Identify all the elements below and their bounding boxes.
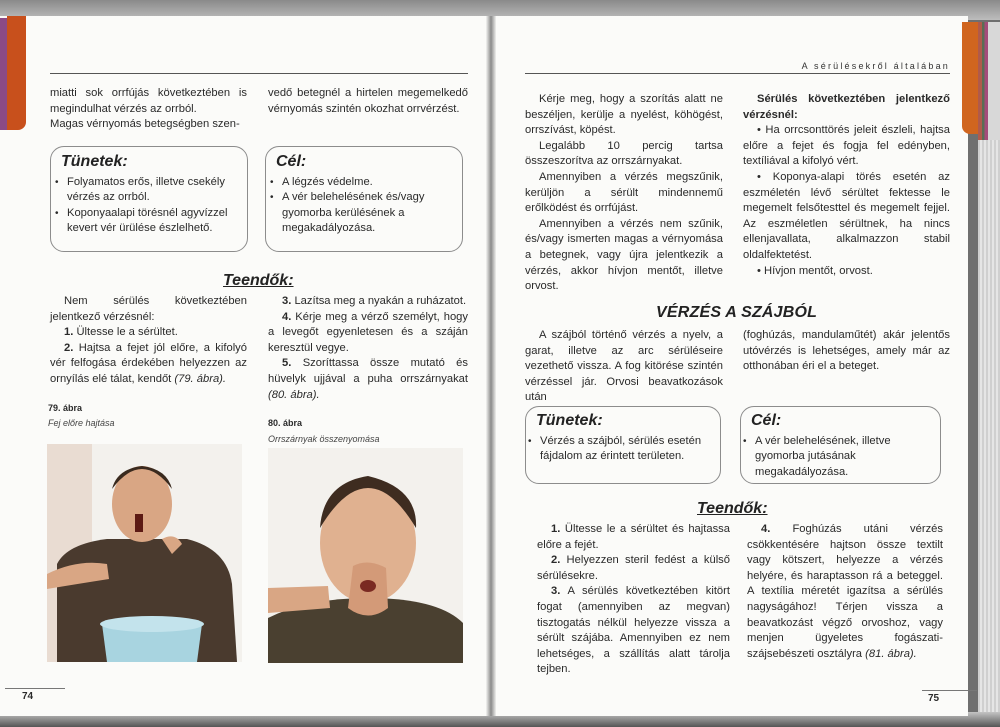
mouth-steps-col2 bbox=[747, 522, 943, 662]
tasks-heading: Teendők: bbox=[223, 272, 294, 289]
right-col2 bbox=[743, 92, 950, 279]
bullet-item bbox=[743, 264, 950, 280]
bullet-text: Hívjon mentőt, orvost. bbox=[764, 264, 873, 277]
tasks-heading: Teendők: bbox=[697, 500, 768, 517]
step-text: Foghúzás utáni vérzés csökkentésére hajtson össze textilt vagy kötszert, helyezze a vérzés helyére, és haraptasson rá a beteggel. A textília méretét igazítsa a sérülés nagyságához! Térjen vissza a beavatkozást végző orvoshoz, vagy menjen ügyeletes fogászati-szájsebészeti osztályra bbox=[747, 523, 943, 660]
figure-reference: (80. ábra). bbox=[268, 388, 320, 401]
bullet-icon: • bbox=[757, 170, 773, 183]
step-number: 3. bbox=[551, 585, 561, 598]
paragraph: Amennyiben a vérzés megszűnik, kerüljön a sérült mindennemű erőlködést és orrfújást. bbox=[525, 170, 723, 215]
page-number-right: 75 bbox=[928, 693, 940, 704]
goal-item: • A vér belehelésének, illetve gyomorba jutásának megakadályozása. bbox=[743, 434, 940, 480]
bullet-icon: • bbox=[757, 124, 766, 137]
paragraph: A szájból történő vérzés a nyelv, a garat, illetve az arc sérüléseire vezethető vissza. A fog kitörése szintén vérzéssel jár. Orvosi beavatkozások után bbox=[525, 329, 723, 404]
figure-79-photo bbox=[47, 444, 242, 662]
page-number-rule-left bbox=[5, 688, 65, 689]
symptoms-title: Tünetek: bbox=[536, 412, 603, 429]
book-gutter bbox=[486, 16, 496, 716]
step-item bbox=[537, 584, 730, 678]
step-text: Kérje meg a vérző személyt, hogy a levegőt egyenletesen és a száján keresztül vegye. bbox=[268, 310, 468, 354]
steps-col2 bbox=[268, 294, 468, 403]
page-edges bbox=[978, 140, 1000, 712]
page-number-rule-right bbox=[922, 690, 977, 691]
paragraph: Amennyiben a vérzés nem szűnik, és/vagy ismerten magas a vérnyomása a betegnek, vagy újra jelentkezik a vérzés, akkor hívjon mentőt, illetve orvost. bbox=[525, 217, 723, 293]
step-number: 4. bbox=[761, 523, 771, 535]
bullet-item bbox=[743, 123, 950, 170]
bullet-text: Koponya-alapi törés esetén az eszméletén lévő sérültet fektesse le megemelt felsőtesttel és megemelt fejjel. Az eszméletlen sérültnek, ha nincs ellenjavallata, alkalmazzon stabil oldalfektetést. bbox=[743, 170, 950, 261]
intro-text: miatti sok orrfújás következtében is megindulhat vérzés az orrból. bbox=[50, 87, 247, 115]
symptom-item: • Vérzés a szájból, sérülés esetén fájdalom az érintett területen. bbox=[528, 434, 720, 465]
intro-col2 bbox=[268, 86, 468, 117]
injury-bleeding-heading: Sérülés következtében jelentkező vérzésnél: bbox=[743, 93, 950, 121]
paragraph: Kérje meg, hogy a szorítás alatt ne beszéljen, kerülje a nyelést, köhögést, orrszívást, köpést. bbox=[525, 93, 723, 137]
figure-79-caption: Fej előre hajtása bbox=[48, 418, 115, 428]
goal-box bbox=[265, 146, 463, 252]
step-text: Hajtsa a fejet jól előre, a kifolyó vér felfogása érdekében helyezzen az ornyílás elé tálat, kendőt bbox=[50, 341, 247, 385]
step-number: 3. bbox=[282, 295, 292, 307]
step-text: Ültesse le a sérültet és hajtassa előre a fejét. bbox=[537, 523, 730, 551]
step-item bbox=[50, 325, 247, 341]
figure-reference: (81. ábra). bbox=[865, 647, 917, 660]
photo-nose-pinch-illustration bbox=[268, 448, 463, 663]
photo-head-forward-illustration bbox=[47, 444, 242, 662]
steps-intro: Nem sérülés következtében jelentkező vérzésnél: bbox=[50, 295, 247, 323]
thumb-tab-orange-left bbox=[7, 16, 26, 130]
mouth-goal-box bbox=[740, 406, 941, 484]
intro-text: vedő betegnél a hirtelen megemelkedő vérnyomás szintén okozhat orrvérzést. bbox=[268, 87, 468, 115]
thumb-tab-orange-right bbox=[962, 22, 978, 134]
running-head: A sérülésekről általában bbox=[801, 61, 950, 71]
figure-80-caption: Orrszárnyak összenyomása bbox=[268, 434, 380, 444]
step-item bbox=[537, 522, 730, 553]
step-number: 1. bbox=[64, 326, 74, 339]
goal-item: • A vér belehelésének és/vagy gyomorba kerülésének a megakadályozása. bbox=[270, 190, 462, 236]
paragraph: (foghúzás, mandulaműtét) akár jelentős utóvérzés is lehetséges, amely már az otthonában éri el a beteget. bbox=[743, 329, 950, 373]
header-rule-right bbox=[525, 73, 950, 74]
step-text: Lazítsa meg a nyakán a ruházatot. bbox=[291, 295, 467, 307]
section-title: VÉRZÉS A SZÁJBÓL bbox=[656, 304, 818, 321]
step-text: Szoríttassa össze mutató és hüvelyk ujjával a puha orrszárnyakat bbox=[268, 357, 468, 385]
step-item bbox=[537, 553, 730, 584]
step-text: Ültesse le a sérültet. bbox=[73, 326, 178, 339]
step-number: 2. bbox=[64, 341, 74, 354]
step-number: 1. bbox=[551, 523, 561, 535]
goal-title: Cél: bbox=[276, 153, 307, 170]
section-col2 bbox=[743, 328, 950, 375]
symptoms-title: Tünetek: bbox=[61, 153, 128, 170]
figure-80-label: 80. ábra bbox=[268, 418, 303, 428]
header-rule-left bbox=[50, 73, 468, 74]
symptoms-box bbox=[50, 146, 248, 252]
paragraph: Legalább 10 percig tartsa összeszorítva az orrszárnyakat. bbox=[525, 139, 723, 168]
bullet-text: Ha orrcsonttörés jeleit észleli, hajtsa előre a fejet és fogja fel edényben, textíliával a kifolyó vért. bbox=[743, 124, 950, 168]
goal-title: Cél: bbox=[751, 412, 782, 429]
step-item bbox=[268, 294, 468, 310]
symptom-item: • Folyamatos erős, illetve csekély vérzés az orrból. bbox=[55, 175, 247, 206]
page-number-left: 74 bbox=[22, 691, 34, 702]
figure-79-label: 79. ábra bbox=[48, 403, 83, 413]
step-item bbox=[268, 356, 468, 403]
step-item bbox=[50, 341, 247, 388]
bullet-icon: • bbox=[757, 264, 765, 277]
step-number: 5. bbox=[282, 357, 292, 370]
mouth-steps-col1 bbox=[537, 522, 730, 678]
step-item bbox=[268, 310, 468, 357]
figure-reference: (79. ábra). bbox=[174, 372, 227, 385]
step-item bbox=[747, 522, 943, 662]
step-number: 2. bbox=[551, 554, 561, 567]
goal-item: • A légzés védelme. bbox=[270, 175, 462, 190]
figure-80-photo bbox=[268, 448, 463, 663]
right-col1 bbox=[525, 92, 723, 295]
symptom-item: • Koponyaalapi törésnél agyvízzel kevert vér ürülése észlelhető. bbox=[55, 206, 247, 237]
intro-text: Magas vérnyomás betegségben szen- bbox=[50, 118, 240, 131]
section-col1 bbox=[525, 328, 723, 406]
intro-col1 bbox=[50, 86, 247, 133]
mouth-symptoms-box bbox=[525, 406, 721, 484]
bullet-item bbox=[743, 170, 950, 264]
step-text: A sérülés következtében kitört fogat (amennyiben az megvan) tisztogatás nélkül helyezze vissza a sérült szájába. Amennyiben ez nem lehetséges, a szállítás alatt tárolja tejben. bbox=[537, 585, 730, 676]
step-text: Helyezzen steril fedést a külső sérülésekre. bbox=[537, 554, 730, 582]
steps-col1 bbox=[50, 294, 247, 388]
step-number: 4. bbox=[282, 310, 292, 323]
